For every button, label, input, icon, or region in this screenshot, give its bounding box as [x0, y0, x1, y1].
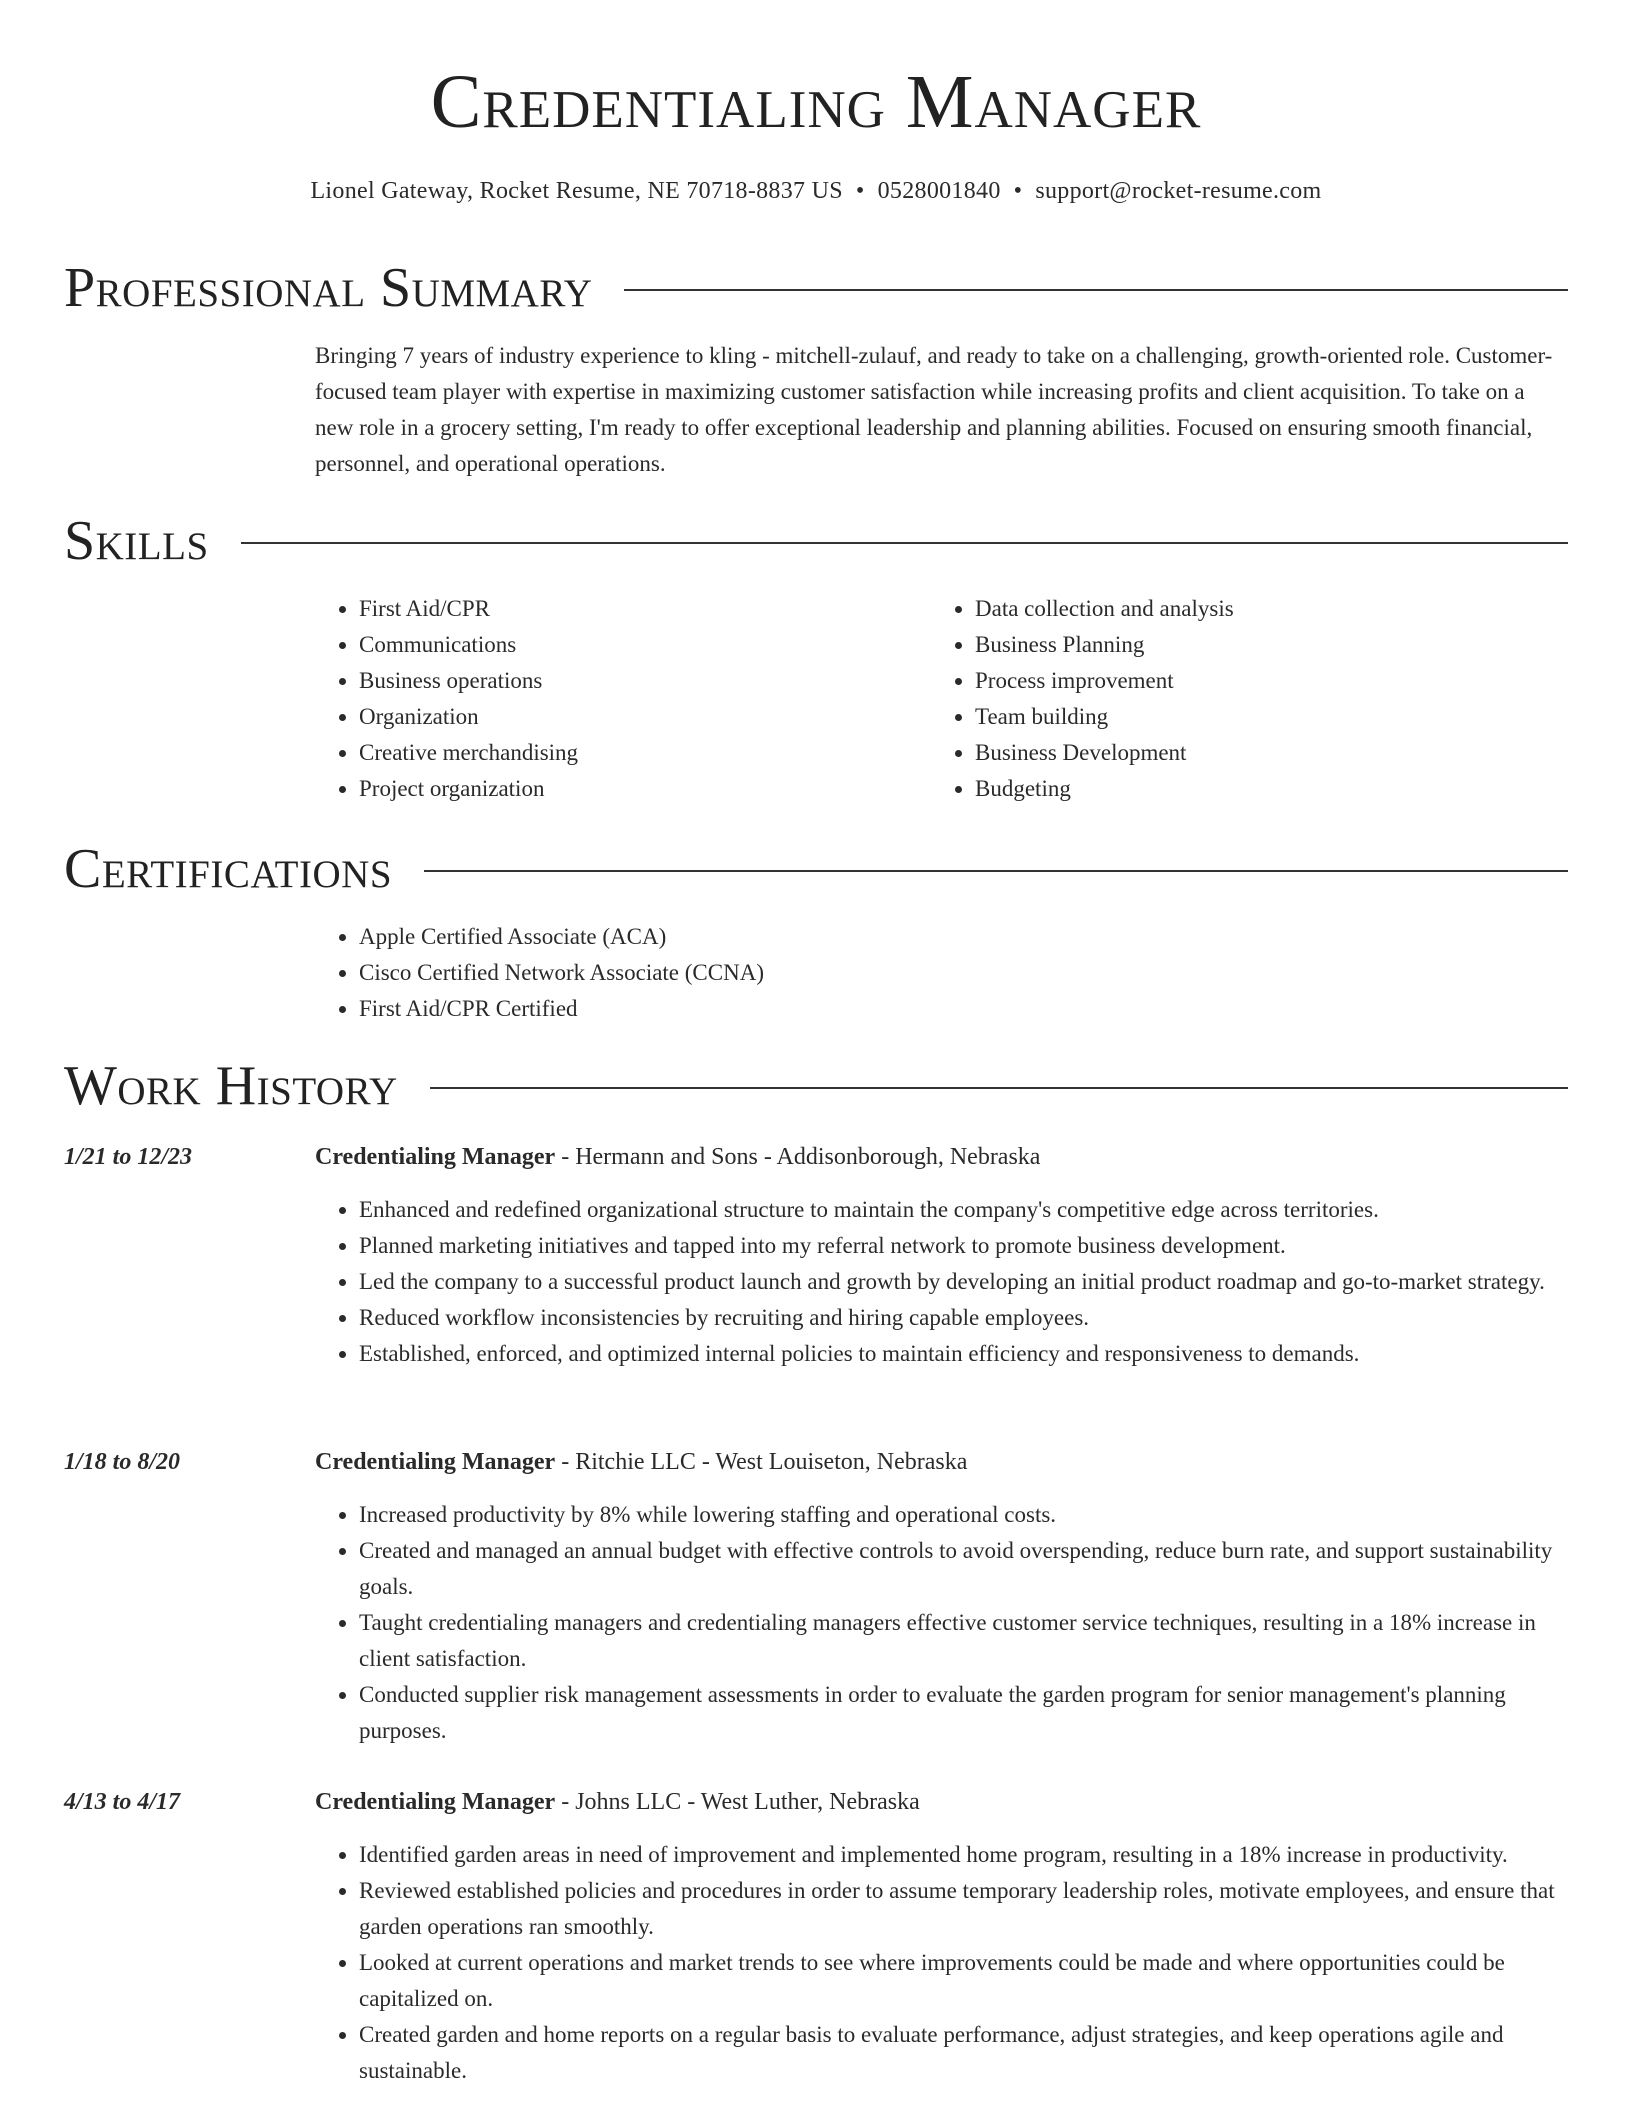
- skill-item: • Organization: [359, 699, 931, 735]
- section-divider: [430, 1087, 1568, 1089]
- contact-line: [0, 174, 1632, 208]
- section-divider: [241, 542, 1568, 544]
- job-dates: 1/21 to 12/23: [64, 1144, 193, 1170]
- certification-item: • First Aid/CPR Certified: [359, 991, 1568, 1027]
- job-dates: 1/18 to 8/20: [64, 1449, 181, 1475]
- section-title: Professional Summary: [64, 257, 593, 319]
- job-company: - Ritchie LLC - West Louiseton, Nebraska: [555, 1449, 968, 1475]
- certification-item: • Apple Certified Associate (ACA): [359, 919, 1568, 955]
- job-company: - Johns LLC - West Luther, Nebraska: [555, 1789, 920, 1815]
- section-heading-work-history: [64, 1056, 1568, 1116]
- contact-phone: 0528001840: [877, 178, 1001, 204]
- contact-separator: •: [855, 178, 865, 204]
- job-bullet: • Looked at current operations and market trends to see where improvements could be made and where opportunities could be capitalized on.: [359, 1945, 1568, 2017]
- skills-column-left: [315, 591, 931, 807]
- skills-column-right: [931, 591, 1547, 807]
- section-divider: [624, 289, 1568, 291]
- job-bullets: [315, 1497, 1568, 1749]
- job-bullet: • Led the company to a successful product launch and growth by developing an initial product roadmap and go-to-market strategy.: [359, 1264, 1568, 1300]
- job-bullet: • Taught credentialing managers and credentialing managers effective customer service techniques, resulting in a 18% increase in client satisfaction.: [359, 1605, 1568, 1677]
- job-role: Credentialing Manager: [315, 1449, 556, 1475]
- certifications-list: [315, 919, 1568, 1027]
- skill-item: • Process improvement: [975, 663, 1547, 699]
- section-title: Certifications: [64, 838, 393, 900]
- job-bullets: [315, 1837, 1568, 2089]
- section-heading-skills: [64, 511, 1568, 571]
- job-bullet: • Identified garden areas in need of improvement and implemented home program, resulting in a 18% increase in productivity.: [359, 1837, 1568, 1873]
- job-bullet: • Created garden and home reports on a regular basis to evaluate performance, adjust strategies, and keep operations agile and sustainable.: [359, 2017, 1568, 2089]
- job-bullet: • Planned marketing initiatives and tapped into my referral network to promote business development.: [359, 1228, 1568, 1264]
- job-dates: 4/13 to 4/17: [64, 1789, 181, 1815]
- section-title: Skills: [64, 510, 209, 572]
- job-bullet: • Established, enforced, and optimized internal policies to maintain efficiency and responsiveness to demands.: [359, 1336, 1568, 1372]
- job-bullet: • Increased productivity by 8% while lowering staffing and operational costs.: [359, 1497, 1568, 1533]
- job-bullet: • Reduced workflow inconsistencies by recruiting and hiring capable employees.: [359, 1300, 1568, 1336]
- skills-grid: [315, 591, 1568, 807]
- contact-separator: •: [1013, 178, 1023, 204]
- skill-item: • Business operations: [359, 663, 931, 699]
- summary-text: Bringing 7 years of industry experience to kling - mitchell-zulauf, and ready to take on a challenging, growth-oriented role. Customer-focused team player with expertise in maximizing customer satisfaction while increasing profits and client acquisition. To take on a new role in a grocery setting, I'm ready to offer exceptional leadership and planning abilities. Focused on ensuring smooth financial, personnel, and operational operations.: [315, 343, 1553, 476]
- job-heading: [315, 1444, 1568, 1480]
- skill-item: • Data collection and analysis: [975, 591, 1547, 627]
- job-heading: [315, 1139, 1568, 1175]
- job-bullet: • Reviewed established policies and procedures in order to assume temporary leadership roles, motivate employees, and ensure that garden operations ran smoothly.: [359, 1873, 1568, 1945]
- job-heading: [315, 1784, 1568, 1820]
- job-role: Credentialing Manager: [315, 1789, 556, 1815]
- skill-item: • Creative merchandising: [359, 735, 931, 771]
- section-heading-certifications: [64, 839, 1568, 899]
- job-company: - Hermann and Sons - Addisonborough, Nebraska: [555, 1144, 1041, 1170]
- job-bullet: • Enhanced and redefined organizational structure to maintain the company's competitive edge across territories.: [359, 1192, 1568, 1228]
- skill-item: • Communications: [359, 627, 931, 663]
- skill-item: • Team building: [975, 699, 1547, 735]
- job-bullet: • Conducted supplier risk management assessments in order to evaluate the garden program for senior management's planning purposes.: [359, 1677, 1568, 1749]
- certification-item: • Cisco Certified Network Associate (CCNA): [359, 955, 1568, 991]
- resume-title: Credentialing Manager: [430, 60, 1202, 144]
- skill-item: • Business Planning: [975, 627, 1547, 663]
- job-bullet: • Created and managed an annual budget with effective controls to avoid overspending, reduce burn rate, and support sustainability goals.: [359, 1533, 1568, 1605]
- section-divider: [424, 870, 1568, 872]
- skill-item: • First Aid/CPR: [359, 591, 931, 627]
- contact-address: Lionel Gateway, Rocket Resume, NE 70718-8837 US: [310, 178, 843, 204]
- section-title: Work History: [64, 1055, 398, 1117]
- contact-email: support@rocket-resume.com: [1035, 178, 1322, 204]
- job-bullets: [315, 1192, 1568, 1372]
- skill-item: • Business Development: [975, 735, 1547, 771]
- skill-item: • Project organization: [359, 771, 931, 807]
- section-heading-summary: [64, 258, 1568, 318]
- job-role: Credentialing Manager: [315, 1144, 556, 1170]
- skill-item: • Budgeting: [975, 771, 1547, 807]
